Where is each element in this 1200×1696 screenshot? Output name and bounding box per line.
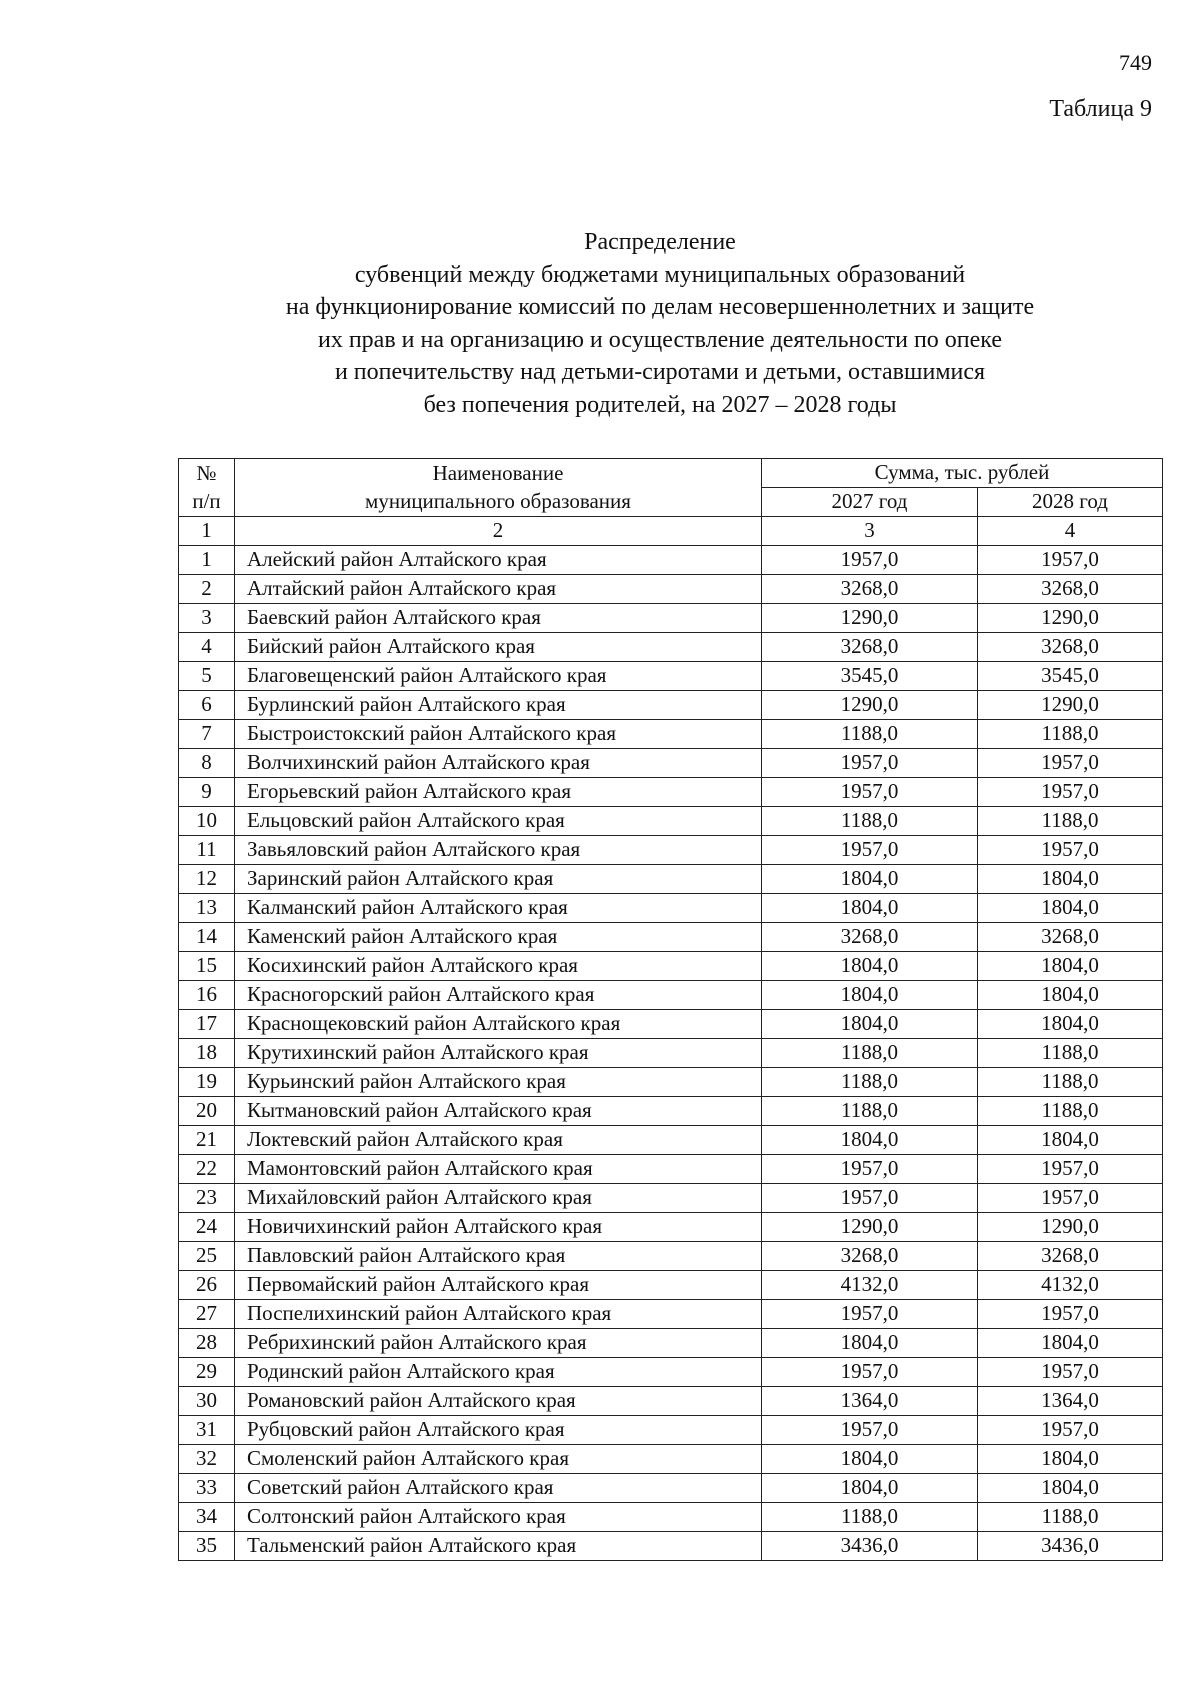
row-municipality-name: Кытмановский район Алтайского края: [235, 1097, 762, 1126]
row-number: 3: [179, 604, 235, 633]
table-row: [179, 1358, 1163, 1387]
row-number: 14: [179, 923, 235, 952]
row-number: 10: [179, 807, 235, 836]
table-row: [179, 662, 1163, 691]
row-amount-2028: 1957,0: [978, 1358, 1163, 1387]
header-number-line1: №: [196, 461, 217, 485]
row-amount-2027: 1957,0: [762, 1416, 978, 1445]
table-row: [179, 981, 1163, 1010]
row-municipality-name: Михайловский район Алтайского края: [235, 1184, 762, 1213]
row-number: 12: [179, 865, 235, 894]
row-amount-2028: 3436,0: [978, 1532, 1163, 1561]
row-number: 23: [179, 1184, 235, 1213]
row-number: 6: [179, 691, 235, 720]
table-row: [179, 1039, 1163, 1068]
row-municipality-name: Ребрихинский район Алтайского края: [235, 1329, 762, 1358]
row-amount-2027: 1804,0: [762, 1126, 978, 1155]
table-row: [179, 1474, 1163, 1503]
row-number: 1: [179, 546, 235, 575]
row-municipality-name: Благовещенский район Алтайского края: [235, 662, 762, 691]
row-amount-2028: 1957,0: [978, 836, 1163, 865]
row-amount-2027: 1188,0: [762, 720, 978, 749]
row-amount-2028: 1957,0: [978, 546, 1163, 575]
column-number: 2: [235, 517, 762, 546]
table-header: [179, 459, 1163, 546]
row-amount-2028: 1804,0: [978, 894, 1163, 923]
row-amount-2027: 1290,0: [762, 1213, 978, 1242]
row-amount-2027: 1957,0: [762, 836, 978, 865]
table-row: [179, 894, 1163, 923]
table-row: [179, 1416, 1163, 1445]
header-number-line2: п/п: [192, 488, 221, 513]
table-row: [179, 575, 1163, 604]
row-municipality-name: Солтонский район Алтайского края: [235, 1503, 762, 1532]
row-municipality-name: Павловский район Алтайского края: [235, 1242, 762, 1271]
table-row: [179, 836, 1163, 865]
table-row: [179, 778, 1163, 807]
row-number: 26: [179, 1271, 235, 1300]
row-amount-2028: 1364,0: [978, 1387, 1163, 1416]
table-row: [179, 1271, 1163, 1300]
row-amount-2028: 3268,0: [978, 633, 1163, 662]
row-municipality-name: Быстроистокский район Алтайского края: [235, 720, 762, 749]
row-municipality-name: Красногорский район Алтайского края: [235, 981, 762, 1010]
row-municipality-name: Новичихинский район Алтайского края: [235, 1213, 762, 1242]
row-amount-2027: 1804,0: [762, 894, 978, 923]
row-municipality-name: Завьяловский район Алтайского края: [235, 836, 762, 865]
row-amount-2028: 1957,0: [978, 1416, 1163, 1445]
title-line: на функционирование комиссий по делам несовершеннолетних и защите: [285, 294, 1035, 320]
table-row: [179, 1097, 1163, 1126]
row-amount-2028: 1957,0: [978, 749, 1163, 778]
row-amount-2027: 1804,0: [762, 952, 978, 981]
row-number: 24: [179, 1213, 235, 1242]
row-amount-2028: 1957,0: [978, 1155, 1163, 1184]
row-number: 34: [179, 1503, 235, 1532]
row-municipality-name: Ельцовский район Алтайского края: [235, 807, 762, 836]
row-municipality-name: Советский район Алтайского края: [235, 1474, 762, 1503]
distribution-table: [178, 458, 1163, 1561]
table-row: [179, 1184, 1163, 1213]
title-line: и попечительству над детьми-сиротами и детьми, оставшимися: [334, 359, 986, 385]
row-number: 22: [179, 1155, 235, 1184]
column-number: 3: [762, 517, 978, 546]
row-amount-2028: 1290,0: [978, 604, 1163, 633]
row-amount-2027: 1188,0: [762, 1068, 978, 1097]
row-municipality-name: Рубцовский район Алтайского края: [235, 1416, 762, 1445]
header-sum: Сумма, тыс. рублей: [762, 459, 1163, 488]
table-row: [179, 865, 1163, 894]
table-row: [179, 952, 1163, 981]
row-municipality-name: Егорьевский район Алтайского края: [235, 778, 762, 807]
row-amount-2027: 1188,0: [762, 1097, 978, 1126]
row-amount-2027: 3268,0: [762, 1242, 978, 1271]
row-amount-2027: 1957,0: [762, 749, 978, 778]
row-municipality-name: Баевский район Алтайского края: [235, 604, 762, 633]
table-row: [179, 1242, 1163, 1271]
row-amount-2028: 3268,0: [978, 923, 1163, 952]
row-amount-2027: 1804,0: [762, 1329, 978, 1358]
row-amount-2027: 1290,0: [762, 604, 978, 633]
row-amount-2028: 1804,0: [978, 952, 1163, 981]
row-amount-2027: 1957,0: [762, 1300, 978, 1329]
table-row: [179, 1445, 1163, 1474]
row-number: 4: [179, 633, 235, 662]
row-municipality-name: Крутихинский район Алтайского края: [235, 1039, 762, 1068]
table-row: [179, 1532, 1163, 1561]
table-row: [179, 807, 1163, 836]
row-amount-2027: 1957,0: [762, 546, 978, 575]
row-amount-2027: 1364,0: [762, 1387, 978, 1416]
row-municipality-name: Краснощековский район Алтайского края: [235, 1010, 762, 1039]
row-amount-2027: 1804,0: [762, 1445, 978, 1474]
row-number: 16: [179, 981, 235, 1010]
row-amount-2027: 1957,0: [762, 1155, 978, 1184]
table-row: [179, 1213, 1163, 1242]
table-row: [179, 691, 1163, 720]
row-amount-2027: 4132,0: [762, 1271, 978, 1300]
row-number: 32: [179, 1445, 235, 1474]
title-line: Распределение: [584, 229, 736, 255]
table-row: [179, 749, 1163, 778]
row-amount-2028: 1188,0: [978, 720, 1163, 749]
row-municipality-name: Первомайский район Алтайского края: [235, 1271, 762, 1300]
row-number: 28: [179, 1329, 235, 1358]
row-amount-2028: 1188,0: [978, 1039, 1163, 1068]
title-line: без попечения родителей, на 2027 – 2028 годы: [423, 391, 897, 418]
row-number: 33: [179, 1474, 235, 1503]
row-amount-2027: 1804,0: [762, 981, 978, 1010]
row-number: 29: [179, 1358, 235, 1387]
row-amount-2027: 3436,0: [762, 1532, 978, 1561]
row-number: 35: [179, 1532, 235, 1561]
row-amount-2028: 1804,0: [978, 1445, 1163, 1474]
row-municipality-name: Бурлинский район Алтайского края: [235, 691, 762, 720]
row-municipality-name: Родинский район Алтайского края: [235, 1358, 762, 1387]
row-amount-2028: 1804,0: [978, 1329, 1163, 1358]
header-name: [235, 459, 762, 517]
table-row: [179, 1010, 1163, 1039]
row-number: 8: [179, 749, 235, 778]
table-row: [179, 1503, 1163, 1532]
row-municipality-name: Смоленский район Алтайского края: [235, 1445, 762, 1474]
row-amount-2027: 1290,0: [762, 691, 978, 720]
table-row: [179, 1329, 1163, 1358]
header-year-2028: 2028 год: [978, 488, 1163, 517]
row-number: 25: [179, 1242, 235, 1271]
row-number: 13: [179, 894, 235, 923]
title-line: субвенций между бюджетами муниципальных образований: [354, 261, 966, 288]
table-label: Таблица 9: [1049, 96, 1152, 122]
row-amount-2027: 1188,0: [762, 1503, 978, 1532]
row-amount-2028: 1957,0: [978, 1300, 1163, 1329]
row-amount-2028: 4132,0: [978, 1271, 1163, 1300]
row-municipality-name: Алтайский район Алтайского края: [235, 575, 762, 604]
row-municipality-name: Локтевский район Алтайского края: [235, 1126, 762, 1155]
row-municipality-name: Романовский район Алтайского края: [235, 1387, 762, 1416]
header-name-line1: Наименование: [432, 461, 564, 485]
table-row: [179, 604, 1163, 633]
row-number: 2: [179, 575, 235, 604]
table-row: [179, 633, 1163, 662]
row-amount-2027: 3545,0: [762, 662, 978, 691]
row-number: 21: [179, 1126, 235, 1155]
row-amount-2028: 1804,0: [978, 1474, 1163, 1503]
page-number: 749: [1119, 50, 1152, 75]
row-municipality-name: Калманский район Алтайского края: [235, 894, 762, 923]
row-municipality-name: Мамонтовский район Алтайского края: [235, 1155, 762, 1184]
document-title: [160, 226, 1160, 421]
row-amount-2028: 1188,0: [978, 1097, 1163, 1126]
table-row: [179, 720, 1163, 749]
row-amount-2028: 3545,0: [978, 662, 1163, 691]
row-amount-2027: 1957,0: [762, 778, 978, 807]
row-amount-2028: 1188,0: [978, 807, 1163, 836]
table-row: [179, 546, 1163, 575]
row-number: 19: [179, 1068, 235, 1097]
row-amount-2028: 1957,0: [978, 1184, 1163, 1213]
row-amount-2027: 1188,0: [762, 1039, 978, 1068]
row-municipality-name: Волчихинский район Алтайского края: [235, 749, 762, 778]
row-amount-2028: 1804,0: [978, 1010, 1163, 1039]
row-amount-2027: 1804,0: [762, 1010, 978, 1039]
row-number: 20: [179, 1097, 235, 1126]
row-number: 9: [179, 778, 235, 807]
row-municipality-name: Заринский район Алтайского края: [235, 865, 762, 894]
row-number: 31: [179, 1416, 235, 1445]
table-row: [179, 1155, 1163, 1184]
row-amount-2028: 3268,0: [978, 575, 1163, 604]
table-row: [179, 1300, 1163, 1329]
title-line: их прав и на организацию и осуществление деятельности по опеке: [317, 326, 1003, 353]
row-number: 11: [179, 836, 235, 865]
row-municipality-name: Бийский район Алтайского края: [235, 633, 762, 662]
row-number: 5: [179, 662, 235, 691]
row-amount-2028: 3268,0: [978, 1242, 1163, 1271]
row-number: 27: [179, 1300, 235, 1329]
row-amount-2028: 1290,0: [978, 691, 1163, 720]
row-number: 7: [179, 720, 235, 749]
row-amount-2027: 1957,0: [762, 1358, 978, 1387]
row-municipality-name: Поспелихинский район Алтайского края: [235, 1300, 762, 1329]
row-amount-2028: 1957,0: [978, 778, 1163, 807]
header-name-line2: муниципального образования: [365, 488, 631, 513]
row-amount-2028: 1290,0: [978, 1213, 1163, 1242]
row-amount-2027: 3268,0: [762, 923, 978, 952]
table-row: [179, 923, 1163, 952]
row-municipality-name: Алейский район Алтайского края: [235, 546, 762, 575]
row-amount-2027: 3268,0: [762, 633, 978, 662]
row-municipality-name: Каменский район Алтайского края: [235, 923, 762, 952]
row-amount-2027: 1957,0: [762, 1184, 978, 1213]
row-number: 15: [179, 952, 235, 981]
row-number: 30: [179, 1387, 235, 1416]
row-amount-2027: 1188,0: [762, 807, 978, 836]
row-amount-2027: 3268,0: [762, 575, 978, 604]
row-amount-2027: 1804,0: [762, 865, 978, 894]
column-number-row: [179, 517, 1163, 546]
table-row: [179, 1068, 1163, 1097]
row-amount-2028: 1804,0: [978, 865, 1163, 894]
table-row: [179, 1387, 1163, 1416]
column-number: 1: [179, 517, 235, 546]
row-municipality-name: Курьинский район Алтайского края: [235, 1068, 762, 1097]
table-body: [179, 546, 1163, 1561]
row-amount-2028: 1188,0: [978, 1068, 1163, 1097]
row-number: 17: [179, 1010, 235, 1039]
column-number: 4: [978, 517, 1163, 546]
row-municipality-name: Косихинский район Алтайского края: [235, 952, 762, 981]
row-municipality-name: Тальменский район Алтайского края: [235, 1532, 762, 1561]
header-number: [179, 459, 235, 517]
table-row: [179, 1126, 1163, 1155]
row-number: 18: [179, 1039, 235, 1068]
row-amount-2028: 1188,0: [978, 1503, 1163, 1532]
row-amount-2028: 1804,0: [978, 1126, 1163, 1155]
header-year-2027: 2027 год: [762, 488, 978, 517]
row-amount-2027: 1804,0: [762, 1474, 978, 1503]
row-amount-2028: 1804,0: [978, 981, 1163, 1010]
